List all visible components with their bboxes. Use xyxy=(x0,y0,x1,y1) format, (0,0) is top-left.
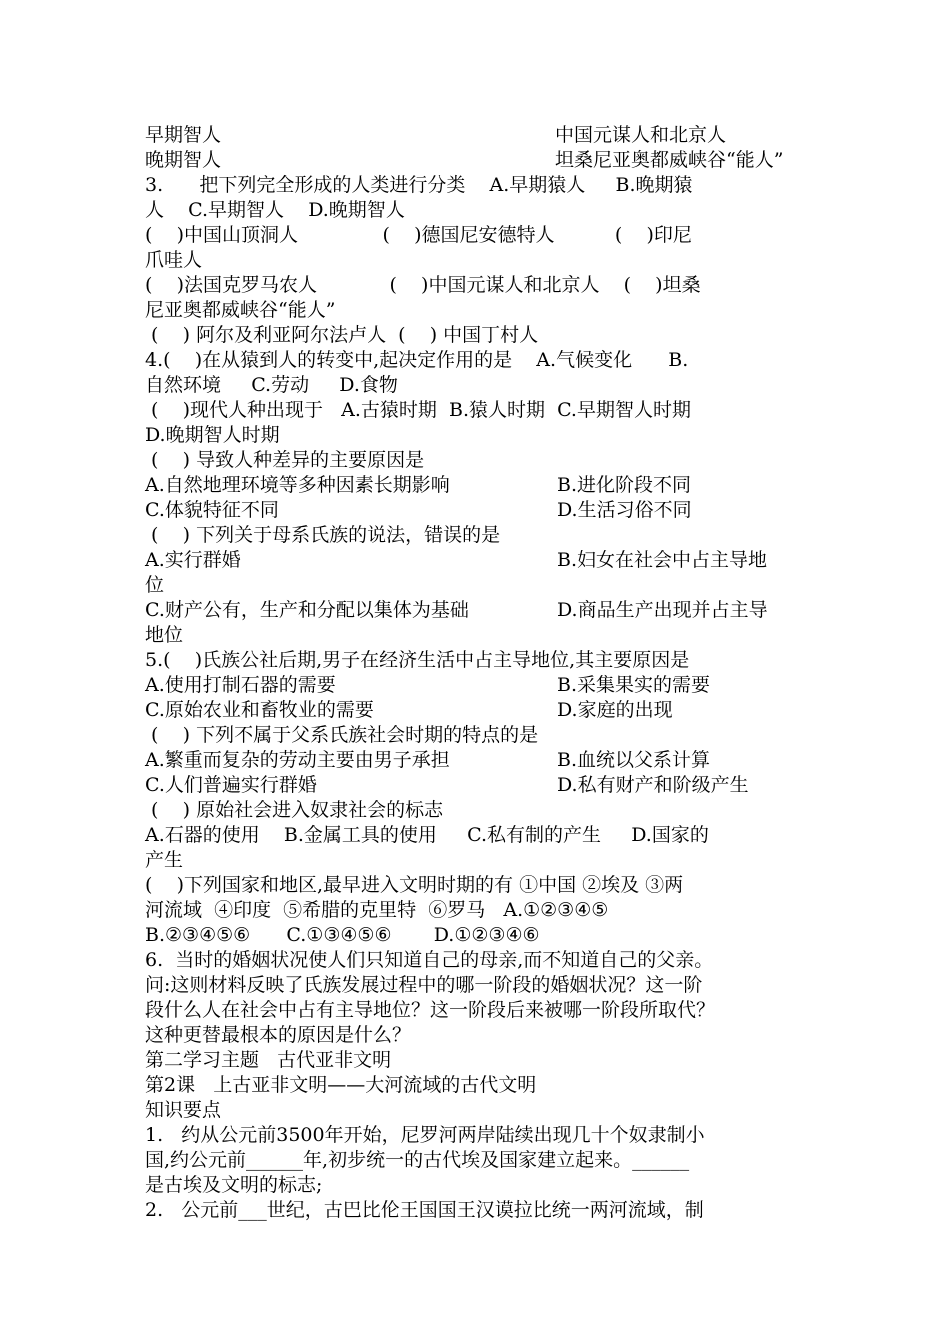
line-text: 产生 xyxy=(145,849,184,871)
line-text: 这种更替最根本的原因是什么？ xyxy=(145,1024,412,1046)
text-line xyxy=(145,698,810,723)
line-text: 晚期智人 xyxy=(145,149,222,171)
text-line xyxy=(145,123,810,148)
line-text: D.私有财产和阶级产生 xyxy=(557,774,749,796)
line-text: 第2课 上古亚非文明——大河流域的古代文明 xyxy=(145,1074,537,1096)
line-text: 4.( )在从猿到人的转变中,起决定作用的是 A.气候变化 B. xyxy=(145,349,689,371)
line-text: A.使用打制石器的需要 xyxy=(145,674,336,696)
line-text: 坦桑尼亚奥都威峡谷“能人” xyxy=(555,149,784,171)
line-text: C.体貌特征不同 xyxy=(145,499,279,521)
line-text: ( )中国山顶洞人 ( )德国尼安德特人 ( )印尼 xyxy=(145,224,692,246)
subheading xyxy=(145,1098,810,1123)
line-text: ( )下列国家和地区,最早进入文明时期的有 ①中国 ②埃及 ③两 xyxy=(145,874,684,896)
text-line xyxy=(145,273,810,298)
text-line xyxy=(145,298,810,323)
text-line xyxy=(145,623,810,648)
line-text: 3. 把下列完全形成的人类进行分类 A.早期猿人 B.晚期猿 xyxy=(145,174,693,196)
text-line xyxy=(145,748,810,773)
text-line xyxy=(145,323,810,348)
line-text: D.商品生产出现并占主导 xyxy=(557,599,768,621)
text-line xyxy=(145,1198,810,1223)
text-line xyxy=(145,973,810,998)
line-text: D.晚期智人时期 xyxy=(145,424,280,446)
text-line xyxy=(145,923,810,948)
text-line xyxy=(145,1123,810,1148)
text-line xyxy=(145,598,810,623)
line-text: B.妇女在社会中占主导地 xyxy=(557,549,768,571)
text-line xyxy=(145,673,810,698)
line-text: 知识要点 xyxy=(145,1099,222,1121)
line-text: D.生活习俗不同 xyxy=(557,499,692,521)
text-line xyxy=(145,998,810,1023)
text-line xyxy=(145,498,810,523)
question-3 xyxy=(145,173,810,198)
section-heading xyxy=(145,1048,810,1073)
text-line xyxy=(145,198,810,223)
text-line xyxy=(145,398,810,423)
line-text: A.实行群婚 xyxy=(145,549,241,571)
line-text: C.财产公有，生产和分配以集体为基础 xyxy=(145,599,469,621)
line-text: B.血统以父系计算 xyxy=(557,749,711,771)
text-line xyxy=(145,773,810,798)
question-4 xyxy=(145,348,810,373)
text-line xyxy=(145,798,810,823)
line-text: 国,约公元前______年,初步统一的古代埃及国家建立起来。______ xyxy=(145,1149,690,1171)
line-text: ( ) 原始社会进入奴隶社会的标志 xyxy=(145,799,444,821)
line-text: ( )现代人种出现于 A.古猿时期 B.猿人时期 C.早期智人时期 xyxy=(145,399,691,421)
text-line xyxy=(145,573,810,598)
line-text: ( )法国克罗马农人 ( )中国元谋人和北京人 ( )坦桑 xyxy=(145,274,701,296)
line-text: A.自然地理环境等多种因素长期影响 xyxy=(145,474,450,496)
text-line xyxy=(145,873,810,898)
lesson-heading xyxy=(145,1073,810,1098)
line-text: ( ) 下列不属于父系氏族社会时期的特点的是 xyxy=(145,724,539,746)
line-text: ( ) 导致人种差异的主要原因是 xyxy=(145,449,425,471)
line-text: 6. 当时的婚姻状况使人们只知道自己的母亲,而不知道自己的父亲。 xyxy=(145,949,714,971)
line-text: 自然环境 C.劳动 D.食物 xyxy=(145,374,398,396)
line-text: 人 C.早期智人 D.晚期智人 xyxy=(145,199,405,221)
line-text: 第二学习主题 古代亚非文明 xyxy=(145,1049,392,1071)
line-text: 位 xyxy=(145,574,165,596)
line-text: 问:这则材料反映了氏族发展过程中的哪一阶段的婚姻状况？这一阶 xyxy=(145,974,703,996)
text-line xyxy=(145,1023,810,1048)
line-text: ( ) 下列关于母系氏族的说法，错误的是 xyxy=(145,524,501,546)
text-line xyxy=(145,1148,810,1173)
line-text: C.原始农业和畜牧业的需要 xyxy=(145,699,374,721)
text-line xyxy=(145,373,810,398)
line-text: C.人们普遍实行群婚 xyxy=(145,774,317,796)
question-6 xyxy=(145,948,810,973)
text-line xyxy=(145,548,810,573)
line-text: D.家庭的出现 xyxy=(557,699,673,721)
line-text: 1. 约从公元前3500年开始，尼罗河两岸陆续出现几十个奴隶制小 xyxy=(145,1124,705,1146)
line-text: B.②③④⑤⑥ C.①③④⑤⑥ D.①②③④⑥ xyxy=(145,924,540,946)
text-line xyxy=(145,823,810,848)
text-line xyxy=(145,723,810,748)
text-line xyxy=(145,448,810,473)
question-5 xyxy=(145,648,810,673)
line-text: ( ) 阿尔及利亚阿尔法卢人 ( ) 中国丁村人 xyxy=(145,324,539,346)
text-line xyxy=(145,898,810,923)
text-line xyxy=(145,223,810,248)
line-text: 尼亚奥都威峡谷“能人” xyxy=(145,299,336,321)
text-line xyxy=(145,248,810,273)
line-text: 2. 公元前___世纪，古巴比伦王国国王汉谟拉比统一两河流域，制 xyxy=(145,1199,704,1221)
line-text: 爪哇人 xyxy=(145,249,203,271)
line-text: B.进化阶段不同 xyxy=(557,474,692,496)
line-text: 地位 xyxy=(145,624,184,646)
line-text: 是古埃及文明的标志; xyxy=(145,1174,323,1196)
line-text: 中国元谋人和北京人 xyxy=(555,124,727,146)
text-line xyxy=(145,848,810,873)
text-line xyxy=(145,423,810,448)
line-text: 5.( )氏族公社后期,男子在经济生活中占主导地位,其主要原因是 xyxy=(145,649,690,671)
line-text: 河流域 ④印度 ⑤希腊的克里特 ⑥罗马 A.①②③④⑤ xyxy=(145,899,609,921)
line-text: B.采集果实的需要 xyxy=(557,674,711,696)
line-text: 早期智人 xyxy=(145,124,222,146)
text-line xyxy=(145,148,810,173)
text-line xyxy=(145,1173,810,1198)
text-line xyxy=(145,523,810,548)
line-text: A.石器的使用 B.金属工具的使用 C.私有制的产生 D.国家的 xyxy=(145,824,709,846)
text-line xyxy=(145,473,810,498)
line-text: 段什么人在社会中占有主导地位？这一阶段后来被哪一阶段所取代？ xyxy=(145,999,716,1021)
line-text: A.繁重而复杂的劳动主要由男子承担 xyxy=(145,749,450,771)
